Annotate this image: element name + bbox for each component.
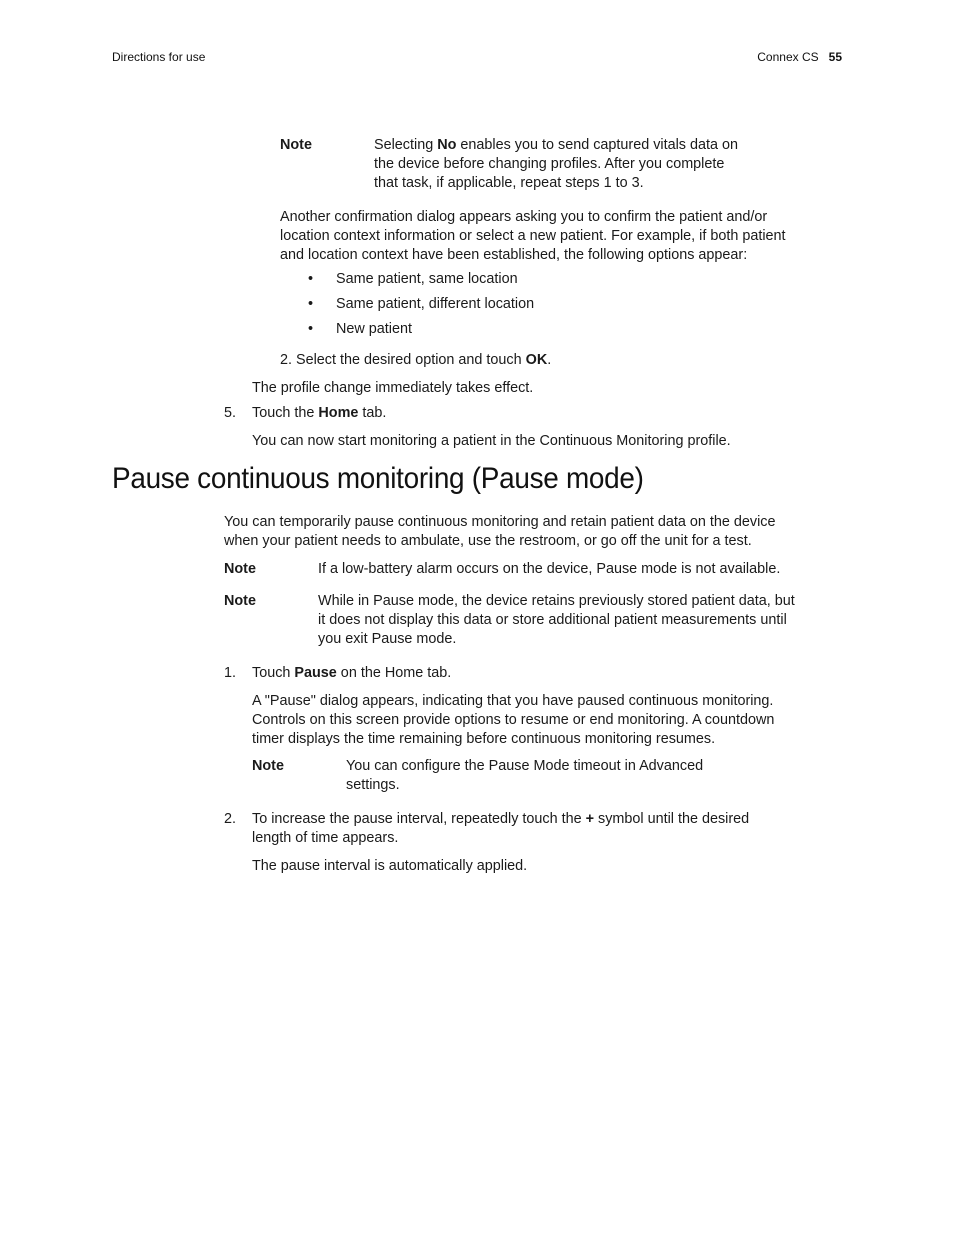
paragraph-line: location context information or select a new patient. For example, if both patient — [280, 228, 786, 244]
step-number: 5. — [224, 405, 237, 421]
note-line: that task, if applicable, repeat steps 1 to 3. — [374, 175, 644, 191]
note-line: You can configure the Pause Mode timeout in Advanced — [346, 758, 704, 774]
option-text: Same patient, different location — [336, 296, 535, 312]
section-title: Pause continuous monitoring (Pause mode) — [112, 462, 644, 495]
note-label: Note — [224, 593, 256, 609]
interval-applied-text: The pause interval is automatically applied. — [252, 858, 528, 874]
section-intro — [224, 513, 775, 551]
profile-change-text: The profile change immediately takes effect. — [252, 380, 534, 396]
note-label: Note — [224, 561, 256, 577]
step-line: length of time appears. — [252, 830, 399, 846]
note-line — [374, 136, 738, 155]
step-bold-pause: Pause — [294, 665, 337, 681]
step-text: . — [547, 352, 552, 368]
paragraph-line: and location context have been established, the following options appear: — [280, 247, 748, 263]
step-text: Touch the — [252, 405, 319, 421]
pause-dialog-description — [252, 692, 774, 749]
step-touch-pause — [252, 664, 451, 683]
note-text-part: enables you to send captured vitals data on — [456, 137, 738, 153]
product-name: Connex CS — [757, 50, 819, 64]
step-text: tab. — [358, 405, 387, 421]
note-line: you exit Pause mode. — [318, 631, 457, 647]
bullet-icon: • — [308, 321, 314, 337]
note-text — [346, 757, 703, 795]
step-number: 2. — [224, 811, 237, 827]
note-text — [374, 136, 738, 193]
paragraph-line: Another confirmation dialog appears asking you to confirm the patient and/or — [280, 209, 768, 225]
note-text: If a low-battery alarm occurs on the device, Pause mode is not available. — [318, 561, 781, 577]
note-label: Note — [252, 758, 284, 774]
plus-symbol: + — [585, 811, 594, 827]
confirmation-paragraph — [280, 208, 786, 265]
step-text: symbol until the desired — [594, 811, 750, 827]
page-number: 55 — [828, 50, 842, 64]
step-touch-home — [252, 404, 386, 423]
step-text: Touch — [252, 665, 295, 681]
running-header-product — [757, 50, 842, 65]
note-bold-no: No — [437, 137, 457, 153]
step-bold-home: Home — [318, 405, 359, 421]
note-line: While in Pause mode, the device retains previously stored patient data, but — [318, 593, 795, 609]
note-label: Note — [280, 137, 312, 153]
bullet-icon: • — [308, 271, 314, 287]
start-monitoring-text: You can now start monitoring a patient in the Continuous Monitoring profile. — [252, 433, 731, 449]
step-bold-ok: OK — [525, 352, 548, 368]
note-line: the device before changing profiles. After you complete — [374, 156, 725, 172]
step-text: on the Home tab. — [336, 665, 452, 681]
note-text-part: Selecting — [374, 137, 438, 153]
substep-select-option — [280, 351, 551, 370]
note-line: it does not display this data or store additional patient measurements until — [318, 612, 787, 628]
paragraph-line: timer displays the time remaining before continuous monitoring resumes. — [252, 731, 716, 747]
step-number: 1. — [224, 665, 237, 681]
running-header-title: Directions for use — [112, 50, 206, 64]
paragraph-line: when your patient needs to ambulate, use the restroom, or go off the unit for a test. — [224, 533, 752, 549]
note-line: settings. — [346, 777, 400, 793]
step-increase-interval — [252, 810, 749, 848]
step-line — [252, 810, 749, 829]
note-text — [318, 592, 795, 649]
option-text: New patient — [336, 321, 412, 337]
step-text: To increase the pause interval, repeatedly touch the — [252, 811, 586, 827]
bullet-icon: • — [308, 296, 314, 312]
paragraph-line: A "Pause" dialog appears, indicating that you have paused continuous monitoring. — [252, 693, 774, 709]
option-text: Same patient, same location — [336, 271, 518, 287]
paragraph-line: Controls on this screen provide options to resume or end monitoring. A countdown — [252, 712, 775, 728]
step-text: 2. Select the desired option and touch — [280, 352, 526, 368]
paragraph-line: You can temporarily pause continuous monitoring and retain patient data on the device — [224, 514, 776, 530]
